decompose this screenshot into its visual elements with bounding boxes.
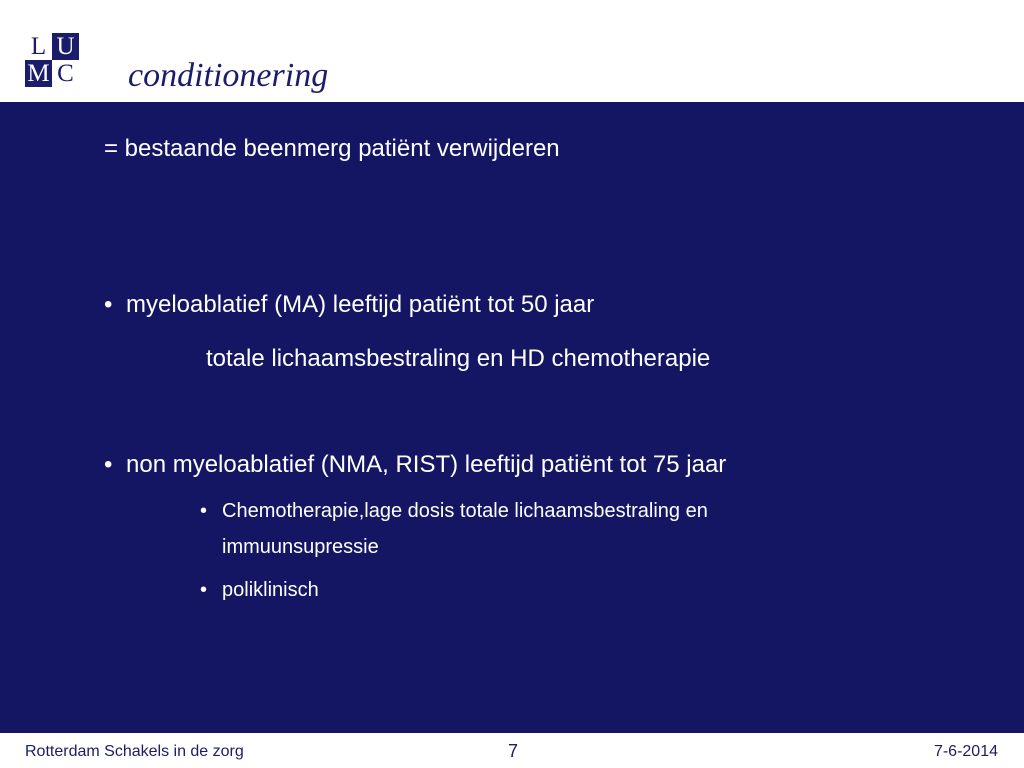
logo-letter-c: C <box>52 60 79 87</box>
sub-item-chemotherapie: Chemotherapie,lage dosis totale lichaamsbestraling en <box>222 500 708 522</box>
slide-header <box>0 0 1024 102</box>
sub-item-poliklinisch: poliklinisch <box>222 579 319 601</box>
sub-bullet-marker: • <box>200 500 208 522</box>
footer-organization: Rotterdam Schakels in de zorg <box>25 743 244 760</box>
footer-date: 7-6-2014 <box>933 743 998 760</box>
sub-item-chemotherapie-continuation: immuunsupressie <box>222 536 379 558</box>
logo-letter-m: M <box>25 60 52 87</box>
slide-body <box>0 102 1024 733</box>
bullet-marker: • <box>104 291 113 318</box>
logo-letter-u: U <box>52 33 79 60</box>
page-number: 7 <box>508 741 519 761</box>
lumc-logo <box>25 33 79 87</box>
bullet-item-ma: myeloablatief (MA) leeftijd patiënt tot 50 jaar <box>126 291 595 318</box>
slide-title: conditionering <box>128 57 329 94</box>
bullet-marker: • <box>104 451 113 478</box>
slide-footer <box>0 733 1024 768</box>
bullet-item-nma: non myeloablatief (NMA, RIST) leeftijd patiënt tot 75 jaar <box>126 451 727 478</box>
definition-text: = bestaande beenmerg patiënt verwijderen <box>104 135 560 162</box>
sub-bullet-marker: • <box>200 579 208 601</box>
bullet-item-ma-continuation: totale lichaamsbestraling en HD chemotherapie <box>206 345 711 372</box>
logo-letter-l: L <box>25 33 52 60</box>
